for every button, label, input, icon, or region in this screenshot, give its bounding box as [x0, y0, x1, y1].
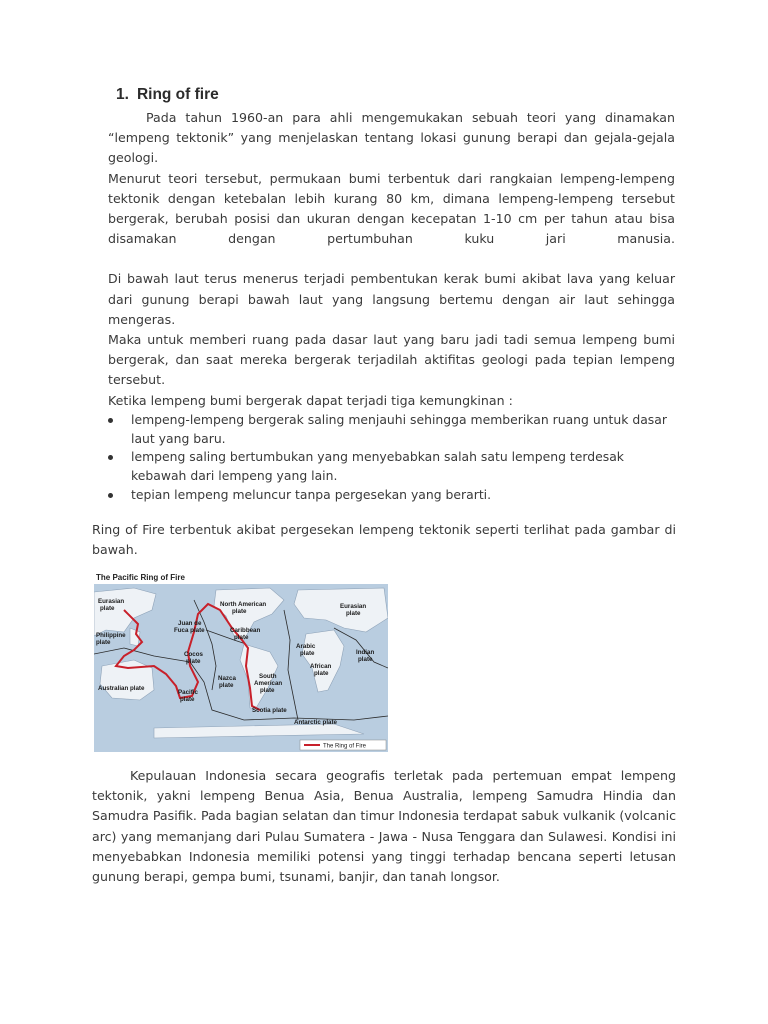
label-juan-de-fuca-2: Fuca plate [174, 627, 205, 634]
heading-number: 1. [116, 86, 129, 103]
label-indian-2: plate [358, 656, 373, 663]
label-caribbean-1: Caribbean [230, 627, 261, 634]
label-pacific-1: Pacific [178, 689, 198, 696]
label-philippine-1: Philippine [96, 632, 126, 639]
paragraph-3: Di bawah laut terus menerus terjadi pembentukan kerak bumi akibat lava yang keluar dari gunung berapi bawah laut yang langsung bertemu dengan air laut sehingga mengeras. [108, 271, 675, 327]
section-heading [116, 86, 219, 104]
list-item [108, 411, 675, 449]
closing-block [92, 766, 676, 887]
map-svg [94, 570, 388, 752]
body-text-block [108, 108, 675, 505]
bullet-dot [108, 493, 113, 498]
label-scotia: Scotia plate [252, 707, 287, 714]
heading-title: Ring of fire [136, 86, 219, 103]
label-south-american-1: South [259, 673, 277, 680]
bullet-list [108, 411, 675, 505]
closing-paragraph: Kepulauan Indonesia secara geografis terletak pada pertemuan empat lempeng tektonik, yakni lempeng Benua Asia, Benua Australia, lempeng Samudra Hindia dan Samudra Pasifik. Pada bagian selatan dan timur Indonesia terdapat sabuk vulkanik (volcanic arc) yang memanjang dari Pulau Sumatera - Jawa - Nusa Tenggara dan Sulawesi. Kondisi ini menyebabkan Indonesia memiliki potensi yang tinggi terhadap bencana seperti letusan gunung berapi, gempa bumi, tsunami, banjir, dan tanah longsor. [92, 768, 676, 885]
label-cocos-2: plate [186, 658, 201, 665]
label-antarctic: Antarctic plate [294, 719, 337, 726]
label-south-american-3: plate [260, 687, 275, 694]
label-eurasian-left-1: Eurasian [98, 598, 125, 605]
figure-intro-block [92, 520, 676, 560]
label-pacific-2: plate [180, 696, 195, 703]
list-item [108, 486, 675, 505]
label-north-american-1: North American [220, 601, 267, 608]
label-juan-de-fuca-1: Juan de [178, 620, 202, 627]
list-item [108, 448, 675, 486]
paragraph-4: Maka untuk memberi ruang pada dasar laut yang baru jadi tadi semua lempeng bumi bergerak, dan saat mereka bergerak terjadilah aktifitas geologi pada tepian lempeng tersebut. [108, 332, 675, 388]
list-item-text: lempeng saling bertumbukan yang menyebabkan salah satu lempeng terdesak kebawah dari lempeng yang lain. [131, 449, 624, 484]
label-nazca-1: Nazca [218, 675, 236, 682]
paragraph-1: Pada tahun 1960-an para ahli mengemukakan sebuah teori yang dinamakan “lempeng tektonik” yang menjelaskan tentang lokasi gunung berapi dan gejala-gejala geologi. [108, 110, 675, 166]
map-legend-label: The Ring of Fire [323, 743, 367, 750]
label-eurasian-right-1: Eurasian [340, 603, 367, 610]
label-philippine-2: plate [96, 639, 111, 646]
label-african-1: African [310, 663, 332, 670]
label-south-american-2: American [254, 680, 283, 687]
paragraph-spacer [108, 249, 675, 269]
list-item-text: lempeng-lempeng bergerak saling menjauhi sehingga memberikan ruang untuk dasar laut yang baru. [131, 411, 667, 446]
label-indian-1: Indian [356, 649, 375, 656]
label-eurasian-right-2: plate [346, 610, 361, 617]
paragraph-5: Ketika lempeng bumi bergerak dapat terjadi tiga kemungkinan : [108, 392, 513, 408]
bullet-dot [108, 455, 113, 460]
paragraph-2: Menurut teori tersebut, permukaan bumi terbentuk dari rangkaian lempeng-lempeng tektonik dengan ketebalan lebih kurang 80 km, dimana lempeng-lempeng tersebut bergerak, berubah posisi dan ukuran dengan kecepatan 1-10 cm per tahun atau bisa disamakan dengan pertumbuhan kuku jari manusia. [108, 170, 675, 247]
map-title: The Pacific Ring of Fire [96, 573, 185, 582]
label-african-2: plate [314, 670, 329, 677]
figure-intro-text: Ring of Fire terbentuk akibat pergesekan lempeng tektonik seperti terlihat pada gambar di bawah. [92, 522, 676, 558]
label-cocos-1: Cocos [184, 651, 203, 658]
label-nazca-2: plate [219, 682, 234, 689]
ring-of-fire-map [94, 570, 388, 752]
label-australian: Australian plate [98, 685, 145, 692]
label-eurasian-left-2: plate [100, 605, 115, 612]
label-caribbean-2: plate [234, 634, 249, 641]
list-item-text: tepian lempeng meluncur tanpa pergesekan yang berarti. [131, 487, 492, 503]
bullet-dot [108, 418, 113, 423]
label-north-american-2: plate [232, 608, 247, 615]
label-arabic-2: plate [300, 650, 315, 657]
label-arabic-1: Arabic [296, 643, 316, 650]
